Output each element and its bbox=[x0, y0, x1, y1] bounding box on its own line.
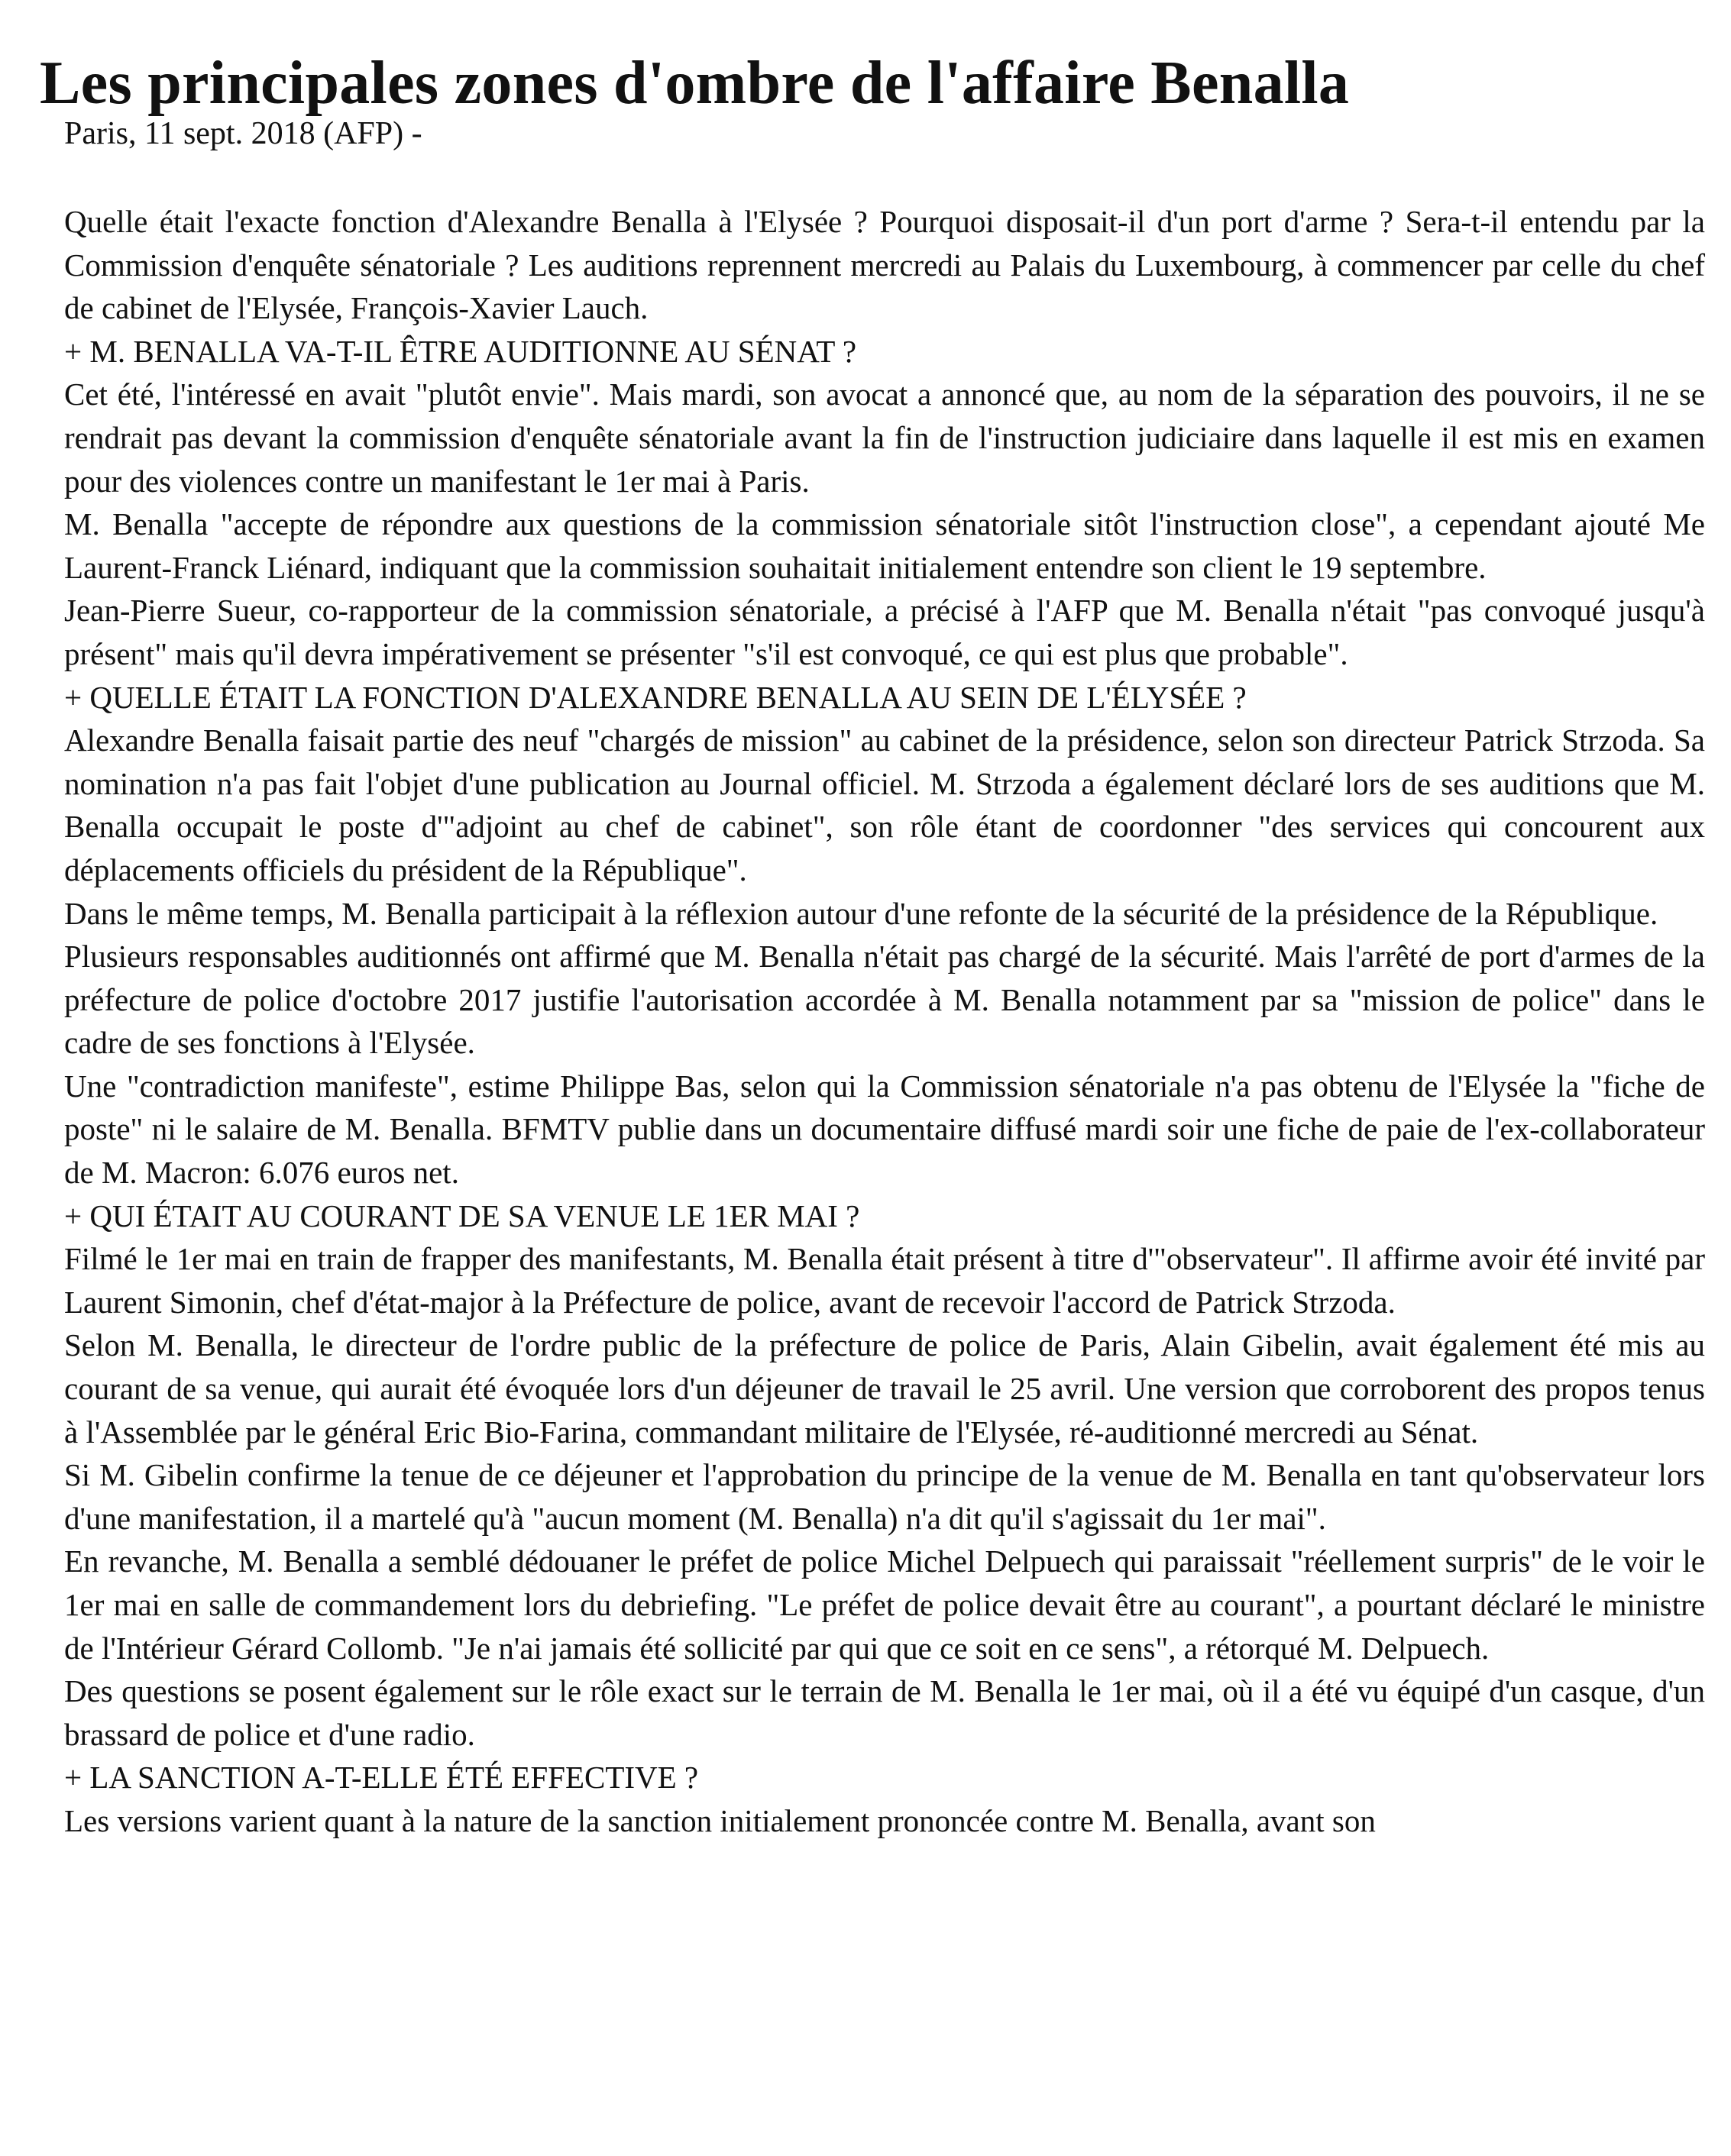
section-heading: + QUELLE ÉTAIT LA FONCTION D'ALEXANDRE BENALLA AU SEIN DE L'ÉLYSÉE ? bbox=[64, 679, 1247, 715]
article-body bbox=[64, 200, 1705, 1843]
article-paragraph: Des questions se posent également sur le rôle exact sur le terrain de M. Benalla le 1er mai, où il a été vu équipé d'un casque, d'un brassard de police et d'une radio. bbox=[64, 1673, 1705, 1752]
article-dateline: Paris, 11 sept. 2018 (AFP) - bbox=[64, 116, 422, 151]
section-heading: + LA SANCTION A-T-ELLE ÉTÉ EFFECTIVE ? bbox=[64, 1760, 699, 1796]
article-paragraph: En revanche, M. Benalla a semblé dédouaner le préfet de police Michel Delpuech qui paraissait "réellement surpris" de le voir le 1er mai en salle de commandement lors du debriefing. "Le préfet de police devait être au courant", a pourtant déclaré le ministre de l'Intérieur Gérard Collomb. "Je n'ai jamais été sollicité par qui que ce soit en ce sens", a rétorqué M. Delpuech. bbox=[64, 1543, 1705, 1666]
article-paragraph: Les versions varient quant à la nature de la sanction initialement prononcée contre M. Benalla, avant son bbox=[64, 1802, 1376, 1838]
section-heading: + QUI ÉTAIT AU COURANT DE SA VENUE LE 1ER MAI ? bbox=[64, 1198, 860, 1233]
article-title: Les principales zones d'ombre de l'affaire Benalla bbox=[40, 50, 1350, 117]
article-paragraph: M. Benalla "accepte de répondre aux questions de la commission sénatoriale sitôt l'instruction close", a cependant ajouté Me Laurent-Franck Liénard, indiquant que la commission souhaitait initialement entendre son client le 19 septembre. bbox=[64, 506, 1705, 585]
article-paragraph: Filmé le 1er mai en train de frapper des manifestants, M. Benalla était présent à titre d'"observateur". Il affirme avoir été invité par Laurent Simonin, chef d'état-major à la Préfecture de police, avant de recevoir l'accord de Patrick Strzoda. bbox=[64, 1241, 1705, 1320]
article-paragraph: Une "contradiction manifeste", estime Philippe Bas, selon qui la Commission sénatoriale n'a pas obtenu de l'Elysée la "fiche de poste" ni le salaire de M. Benalla. BFMTV publie dans un documentaire diffusé mardi soir une fiche de paie de l'ex-collaborateur de M. Macron: 6.076 euros net. bbox=[64, 1068, 1705, 1191]
article-paragraph: Selon M. Benalla, le directeur de l'ordre public de la préfecture de police de Paris, Alain Gibelin, avait également été mis au courant de sa venue, qui aurait été évoquée lors d'un déjeuner de travail le 25 avril. Une version que corroborent des propos tenus à l'Assemblée par le général Eric Bio-Farina, commandant militaire de l'Elysée, ré-auditionné mercredi au Sénat. bbox=[64, 1327, 1705, 1450]
article-paragraph: Plusieurs responsables auditionnés ont affirmé que M. Benalla n'était pas chargé de la sécurité. Mais l'arrêté de port d'armes de la préfecture de police d'octobre 2017 justifie l'autorisation accordée à M. Benalla notamment par sa "mission de police" dans le cadre de ses fonctions à l'Elysée. bbox=[64, 939, 1705, 1061]
article-paragraph: Si M. Gibelin confirme la tenue de ce déjeuner et l'approbation du principe de la venue de M. Benalla en tant qu'observateur lors d'une manifestation, il a martelé qu'à "aucun moment (M. Benalla) n'a dit qu'il s'agissait du 1er mai". bbox=[64, 1457, 1705, 1536]
article-paragraph: Quelle était l'exacte fonction d'Alexandre Benalla à l'Elysée ? Pourquoi disposait-il d'un port d'arme ? Sera-t-il entendu par la Commission d'enquête sénatoriale ? Les auditions reprennent mercredi au Palais du Luxembourg, à commencer par celle du chef de cabinet de l'Elysée, François-Xavier Lauch. bbox=[64, 204, 1705, 326]
article-paragraph: Dans le même temps, M. Benalla participait à la réflexion autour d'une refonte de la sécurité de la présidence de la République. bbox=[64, 895, 1658, 931]
section-heading: + M. BENALLA VA-T-IL ÊTRE AUDITIONNE AU SÉNAT ? bbox=[64, 333, 857, 369]
article-paragraph: Alexandre Benalla faisait partie des neuf "chargés de mission" au cabinet de la présidence, selon son directeur Patrick Strzoda. Sa nomination n'a pas fait l'objet d'une publication au Journal officiel. M. Strzoda a également déclaré lors de ses auditions que M. Benalla occupait le poste d'"adjoint au chef de cabinet", son rôle étant de coordonner "des services qui concourent aux déplacements officiels du président de la République". bbox=[64, 722, 1705, 887]
article-paragraph: Jean-Pierre Sueur, co-rapporteur de la commission sénatoriale, a précisé à l'AFP que M. Benalla n'était "pas convoqué jusqu'à présent" mais qu'il devra impérativement se présenter "s'il est convoqué, ce qui est plus que probable". bbox=[64, 593, 1705, 671]
article-paragraph: Cet été, l'intéressé en avait "plutôt envie". Mais mardi, son avocat a annoncé que, au nom de la séparation des pouvoirs, il ne se rendrait pas devant la commission d'enquête sénatoriale avant la fin de l'instruction judiciaire dans laquelle il est mis en examen pour des violences contre un manifestant le 1er mai à Paris. bbox=[64, 377, 1705, 499]
